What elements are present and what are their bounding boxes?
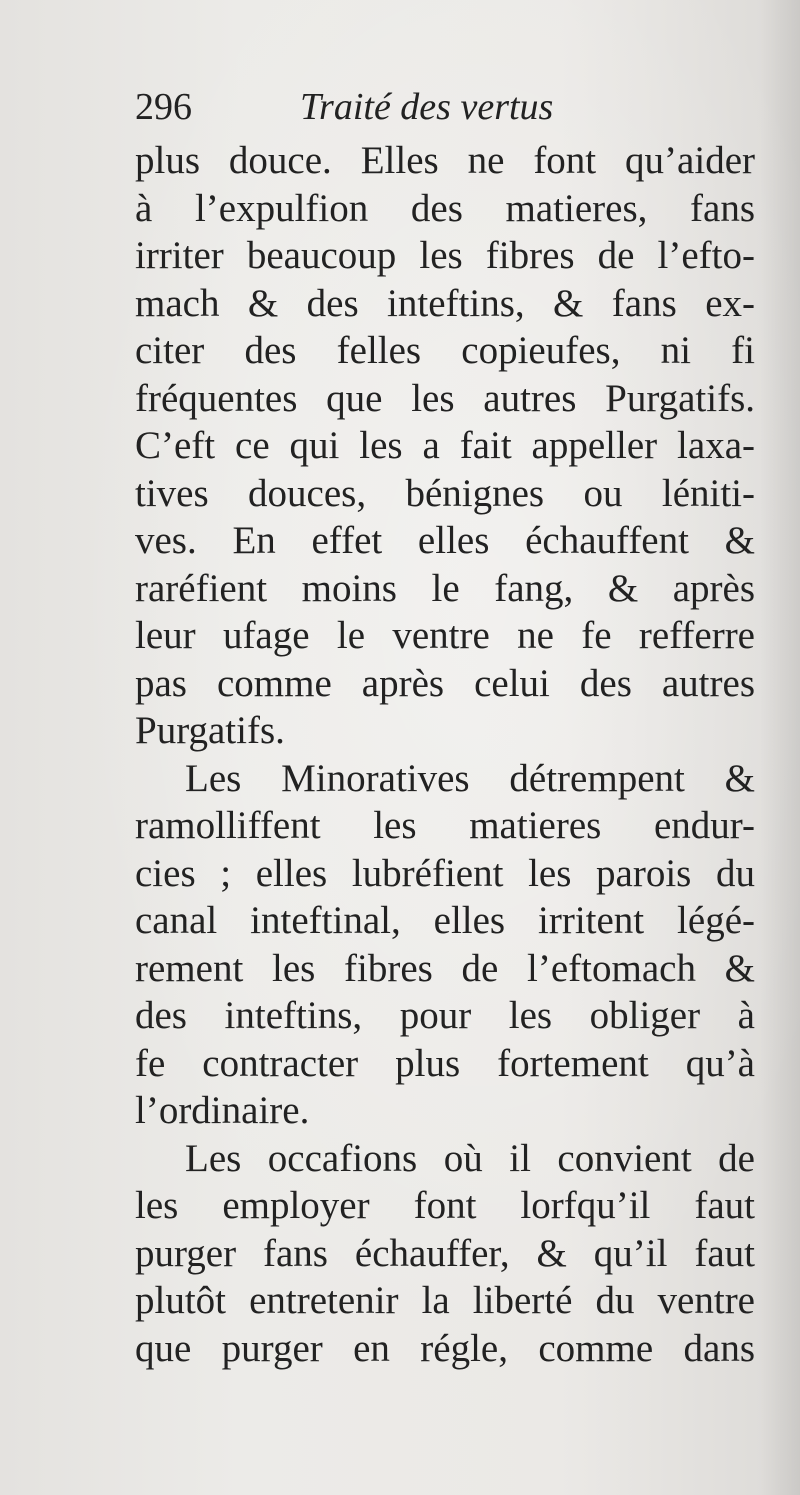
text-line: mach & des inteftins, & fans ex-	[135, 281, 755, 325]
text-line: purger fans échauffer, & qu’il faut	[135, 1231, 755, 1275]
running-title: Traité des vertus	[300, 86, 554, 128]
text-line: C’eft ce qui les a fait appeller laxa-	[135, 424, 755, 467]
text-line: tives douces, bénignes ou léniti-	[135, 471, 755, 515]
text-line: raréfient moins le fang, & après	[135, 566, 755, 610]
text-line: irriter beaucoup les fibres de l’efto-	[135, 234, 755, 277]
text-line: ramolliffent les matieres endur-	[135, 804, 755, 847]
page-number: 296	[135, 86, 192, 128]
text-line: citer des felles copieufes, ni fi	[135, 329, 755, 372]
text-line: fe contracter plus fortement qu’à	[135, 1041, 755, 1085]
text-line: plus douce. Elles ne font qu’aider	[135, 139, 755, 182]
text-line: pas comme après celui des autres	[135, 661, 755, 705]
text-line: Les Minoratives détrempent &	[185, 756, 755, 800]
page-edge-shadow	[760, 0, 800, 1495]
text-line: les employer font lorfqu’il faut	[135, 1184, 755, 1227]
text-line: à l’expulfion des matieres, fans	[135, 186, 755, 230]
text-line: que purger en régle, comme dans	[135, 1326, 755, 1370]
text-line: leur ufage le ventre ne fe refferre	[135, 614, 755, 657]
text-line: Les occafions où il convient de	[185, 1136, 755, 1180]
text-line: cies ; elles lubréfient les parois du	[135, 851, 755, 895]
text-line: rement les fibres de l’eftomach &	[135, 946, 755, 990]
text-line: fréquentes que les autres Purgatifs.	[135, 376, 755, 420]
text-line: des inteftins, pour les obliger à	[135, 994, 755, 1037]
text-line: l’ordinaire.	[135, 1089, 310, 1132]
text-line: Purgatifs.	[135, 709, 285, 752]
body-text	[135, 137, 755, 1372]
running-header	[135, 82, 755, 132]
text-line: ves. En effet elles échauffent &	[135, 519, 755, 562]
text-line: canal inteftinal, elles irritent légé-	[135, 899, 755, 942]
text-line: plutôt entretenir la liberté du ventre	[135, 1279, 755, 1322]
